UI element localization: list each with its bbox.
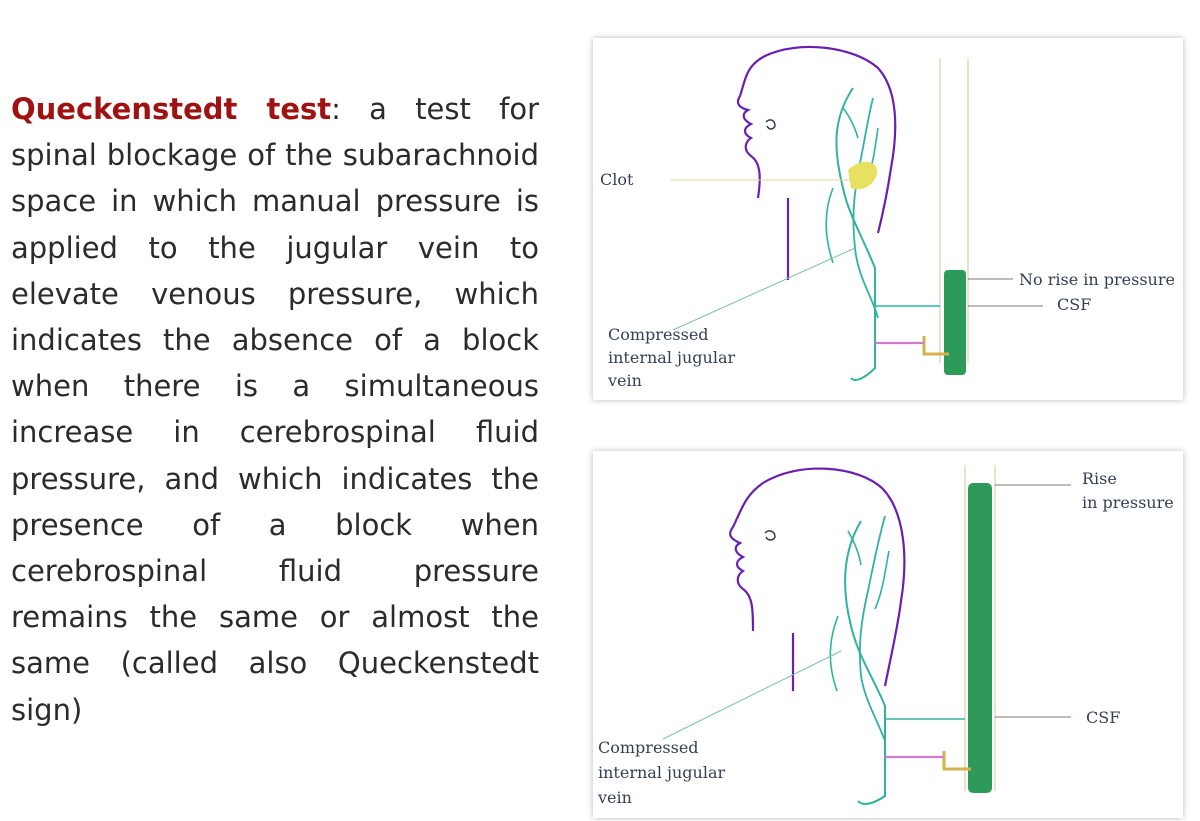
- needle-connector: [944, 751, 971, 769]
- vein-pointer: [663, 651, 841, 739]
- description-paragraph: [11, 86, 539, 733]
- vein-label-line-2: internal jugular: [598, 763, 726, 782]
- vessel-branch-2: [875, 551, 889, 609]
- rise-pressure-label-line-1: Rise: [1082, 469, 1117, 488]
- vein-label-line-2: internal jugular: [608, 348, 736, 367]
- diagram-rise-panel: [593, 451, 1183, 818]
- clot-shape: [848, 162, 877, 190]
- rise-pressure-label-line-2: in pressure: [1082, 493, 1174, 512]
- jugular-vein: [845, 521, 885, 804]
- csf-label: CSF: [1086, 708, 1121, 727]
- vessel-branch-1: [843, 108, 858, 138]
- term-queckenstedt-test: Queckenstedt test: [11, 92, 332, 126]
- no-rise-pressure-label: No rise in pressure: [1019, 270, 1175, 289]
- diagram-no-rise-svg: [593, 38, 1183, 400]
- vein-label-line-1: Compressed: [608, 325, 709, 344]
- eye: [765, 531, 775, 540]
- carotid-vessel: [860, 516, 885, 741]
- diagram-no-rise-panel: [593, 38, 1183, 400]
- head-outline: [730, 469, 904, 686]
- vein-pointer: [673, 248, 855, 330]
- csf-column: [968, 483, 992, 793]
- vein-label-line-3: vein: [608, 371, 642, 390]
- csf-column: [944, 270, 966, 375]
- csf-label: CSF: [1057, 295, 1092, 314]
- definition-text: : a test for spinal blockage of the subarachnoid space in which manual pressure is applied to the jugular vein to elevate venous pressure, which indicates the absence of a block when there is a simultaneous increase in cerebrospinal fluid pressure, and which indicates the presence of a block when cerebrospinal fluid pressure remains the same or almost the same (called also Queckenstedt sign): [11, 92, 539, 727]
- head-outline: [738, 47, 895, 233]
- vessel-branch-3: [826, 188, 833, 263]
- vein-label-line-1: Compressed: [598, 738, 699, 757]
- clot-label: Clot: [600, 170, 634, 189]
- eye: [766, 120, 775, 129]
- diagram-rise-svg: [593, 451, 1183, 818]
- vein-label-line-3: vein: [598, 788, 632, 807]
